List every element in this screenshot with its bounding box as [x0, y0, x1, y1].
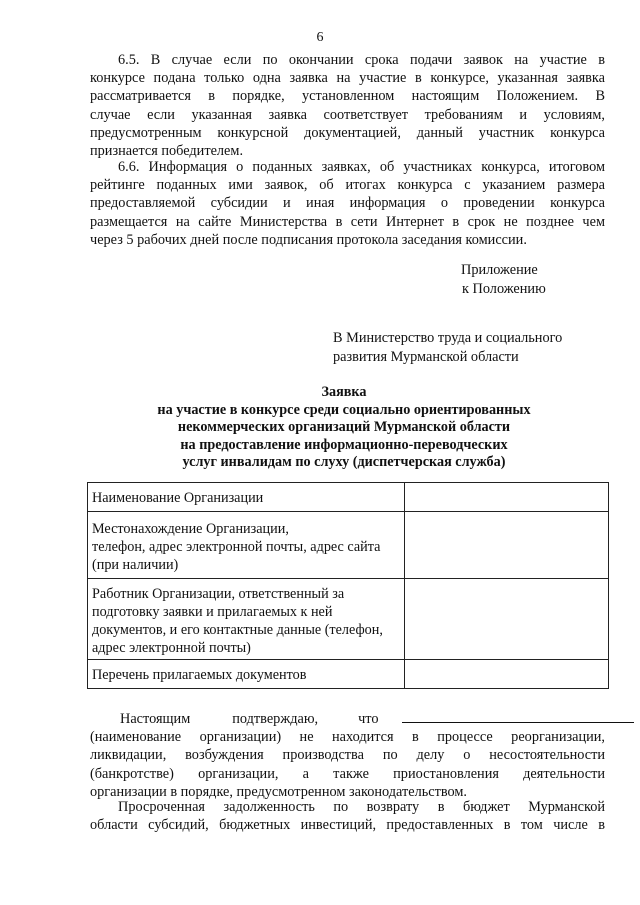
title-line: Заявка	[321, 384, 367, 400]
confirm-word: Настоящим	[120, 711, 191, 727]
table-row	[88, 512, 609, 579]
table-cell-value	[405, 660, 609, 689]
cell-line: документов, и его контактные данные (телефон,	[92, 622, 383, 638]
text-line: 6.6. Информация о поданных заявках, об участниках конкурса, итоговом	[118, 159, 605, 175]
appendix-note	[461, 261, 546, 298]
text-line: конкурсе подана только одна заявка на участие в конкурсе, указанная заявка	[90, 70, 605, 87]
debt-paragraph	[90, 798, 605, 834]
addressee-line: развития Мурманской области	[333, 348, 519, 365]
title-line: на участие в конкурсе среди социально ориентированных	[157, 401, 531, 418]
cell-line: адрес электронной почты)	[92, 640, 251, 656]
confirm-word: подтверждаю,	[232, 711, 319, 727]
text-line: рассматривается в порядке, установленном настоящим Положением. В	[90, 88, 605, 105]
cell-line: подготовку заявки и прилагаемых к ней	[92, 604, 333, 620]
text-line: рейтинге поданных ими заявок, об итогах конкурса с указанием размера	[90, 177, 605, 194]
confirmation-paragraph	[90, 708, 605, 801]
table-cell-label	[88, 483, 405, 512]
table-cell-label	[88, 579, 405, 660]
text-line: через 5 рабочих дней после подписания протокола заседания комиссии.	[90, 231, 527, 248]
table-cell-value	[405, 579, 609, 660]
table-cell-value	[405, 512, 609, 579]
text-line: 6.5. В случае если по окончании срока подачи заявок на участие в	[118, 52, 605, 68]
text-line: Просроченная задолженность по возврату в бюджет Мурманской	[118, 799, 605, 815]
cell-line: Наименование Организации	[92, 490, 264, 506]
text-line: организации в порядке, предусмотренном законодательством.	[90, 783, 467, 800]
table-cell-label	[88, 660, 405, 689]
text-line: случае если указанная заявка соответствует требованиям и условиям,	[90, 106, 605, 123]
cell-line: (при наличии)	[92, 557, 179, 573]
paragraph-6-6	[90, 158, 605, 249]
title-line: на предоставление информационно-переводческих	[180, 436, 508, 453]
organization-name-blank	[402, 708, 634, 723]
application-title	[0, 384, 640, 472]
table-row	[88, 483, 609, 512]
cell-line: Местонахождение Организации,	[92, 521, 289, 537]
text-line: признается победителем.	[90, 143, 244, 160]
application-table	[87, 482, 609, 689]
cell-line: телефон, адрес электронной почты, адрес сайта	[92, 539, 381, 555]
page-number: 6	[316, 30, 324, 45]
text-line: области субсидий, бюджетных инвестиций, предоставленных в том числе в	[90, 817, 605, 834]
paragraph-6-5	[90, 51, 605, 160]
title-line: услуг инвалидам по слуху (диспетчерская служба)	[182, 454, 506, 470]
confirm-first-line	[90, 708, 605, 728]
confirm-word: что	[358, 711, 379, 727]
text-line: (банкротстве) организации, а также приостановления деятельности	[90, 765, 605, 782]
appendix-line: Приложение	[461, 262, 538, 278]
cell-line: Работник Организации, ответственный за	[92, 586, 345, 602]
table-row	[88, 579, 609, 660]
cell-line: Перечень прилагаемых документов	[92, 667, 307, 683]
table-cell-label	[88, 512, 405, 579]
text-line: (наименование организации) не находится в процессе реорганизации,	[90, 729, 605, 746]
text-line: предусмотренным конкурсной документацией, данный участник конкурса	[90, 124, 605, 141]
text-line: ликвидации, возбуждения производства по делу о несостоятельности	[90, 747, 605, 764]
addressee-line: В Министерство труда и социального	[333, 330, 563, 346]
text-line: размещается на сайте Министерства в сети Интернет в срок не позднее чем	[90, 213, 605, 230]
table-row	[88, 660, 609, 689]
text-line: предоставляемой субсидии и иная информация о проведении конкурса	[90, 195, 605, 212]
table-cell-value	[405, 483, 609, 512]
appendix-line: к Положению	[462, 280, 546, 297]
addressee	[333, 329, 562, 366]
title-line: некоммерческих организаций Мурманской области	[177, 419, 511, 435]
